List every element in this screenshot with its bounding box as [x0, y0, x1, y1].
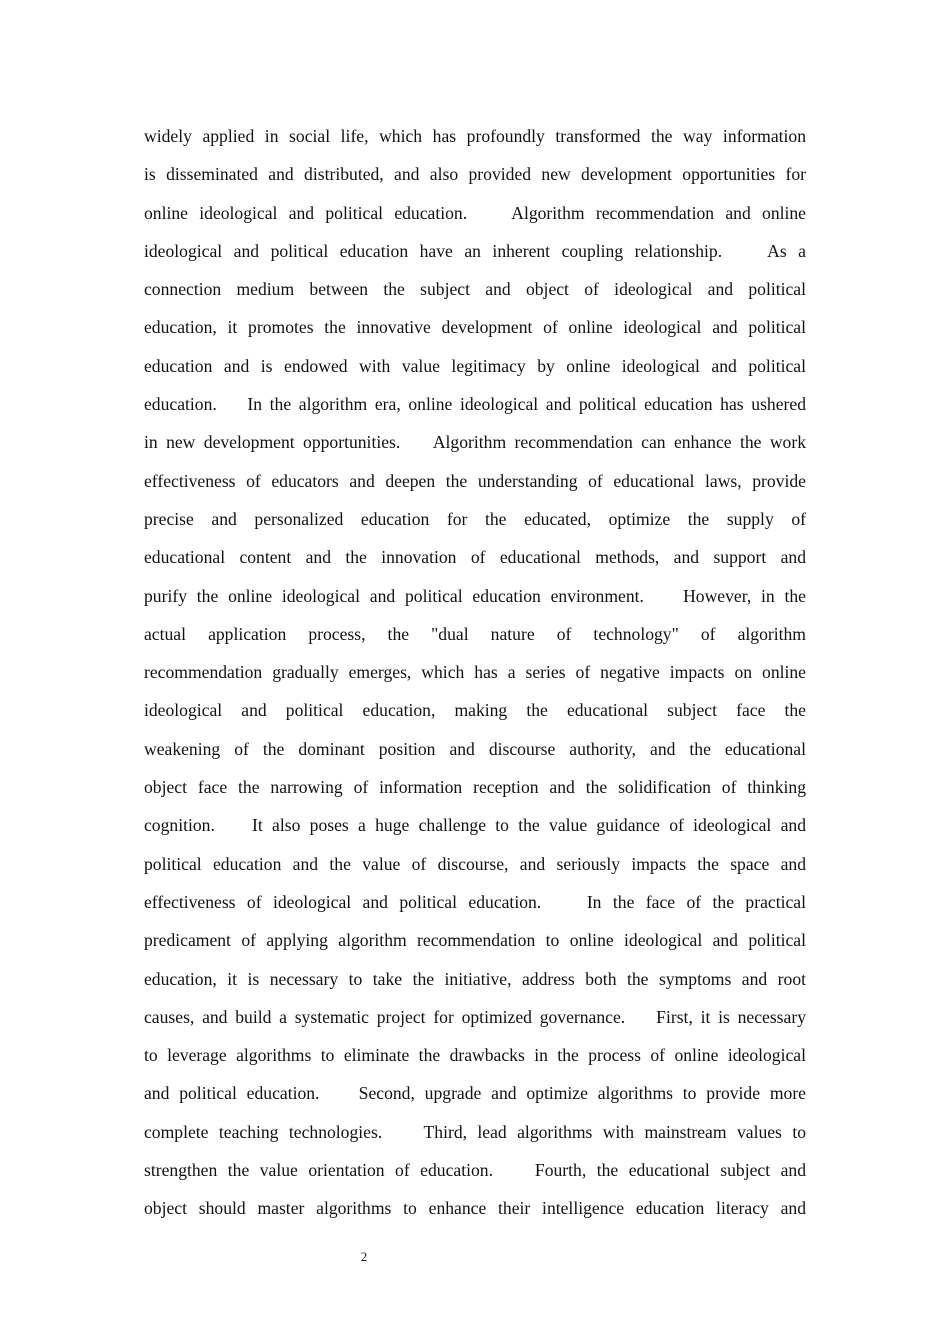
text-line: connection medium between the subject and object of ideological and political — [144, 279, 806, 300]
text-line: strengthen the value orientation of education. Fourth, the educational subject and — [144, 1160, 806, 1181]
text-line: object face the narrowing of information reception and the solidification of thinking — [144, 777, 806, 798]
text-line: predicament of applying algorithm recommendation to online ideological and political — [144, 930, 806, 951]
text-line: education, it promotes the innovative development of online ideological and political — [144, 317, 806, 338]
text-line: education. In the algorithm era, online ideological and political education has ushered — [144, 394, 806, 415]
text-line: is disseminated and distributed, and also provided new development opportunities for — [144, 164, 806, 185]
text-line: educational content and the innovation of educational methods, and support and — [144, 547, 806, 568]
text-line: widely applied in social life, which has profoundly transformed the way information — [144, 126, 806, 146]
text-line: in new development opportunities. Algorithm recommendation can enhance the work — [144, 432, 806, 453]
text-line: precise and personalized education for the educated, optimize the supply of — [144, 508, 806, 529]
text-line: effectiveness of ideological and political education. In the face of the practical — [144, 891, 806, 912]
page-number: 2 — [360, 1249, 368, 1264]
text-line: ideological and political education, making the educational subject face the — [144, 700, 806, 721]
text-line: education, it is necessary to take the initiative, address both the symptoms and root — [144, 968, 806, 989]
text-line: cognition. It also poses a huge challenge to the value guidance of ideological and — [144, 815, 806, 836]
text-line: actual application process, the "dual nature of technology" of algorithm — [144, 623, 806, 644]
text-line: effectiveness of educators and deepen the understanding of educational laws, provide — [144, 470, 806, 491]
body-paragraph — [144, 117, 806, 1228]
text-line: complete teaching technologies. Third, lead algorithms with mainstream values to — [144, 1121, 806, 1142]
text-line: education and is endowed with value legitimacy by online ideological and political — [144, 355, 806, 376]
text-line: political education and the value of discourse, and seriously impacts the space and — [144, 853, 806, 874]
text-line: online ideological and political education. Algorithm recommendation and online — [144, 202, 806, 223]
text-line: recommendation gradually emerges, which has a series of negative impacts on online — [144, 662, 806, 683]
text-line: and political education. Second, upgrade and optimize algorithms to provide more — [144, 1083, 806, 1104]
text-line: causes, and build a systematic project for optimized governance. First, it is necessary — [144, 1006, 806, 1027]
text-line: ideological and political education have an inherent coupling relationship. As a — [144, 240, 806, 261]
text-line: object should master algorithms to enhance their intelligence education literacy and — [144, 1198, 806, 1219]
text-line: purify the online ideological and political education environment. However, in the — [144, 585, 806, 606]
text-line: weakening of the dominant position and discourse authority, and the educational — [144, 738, 806, 759]
text-line: to leverage algorithms to eliminate the drawbacks in the process of online ideological — [144, 1045, 806, 1066]
